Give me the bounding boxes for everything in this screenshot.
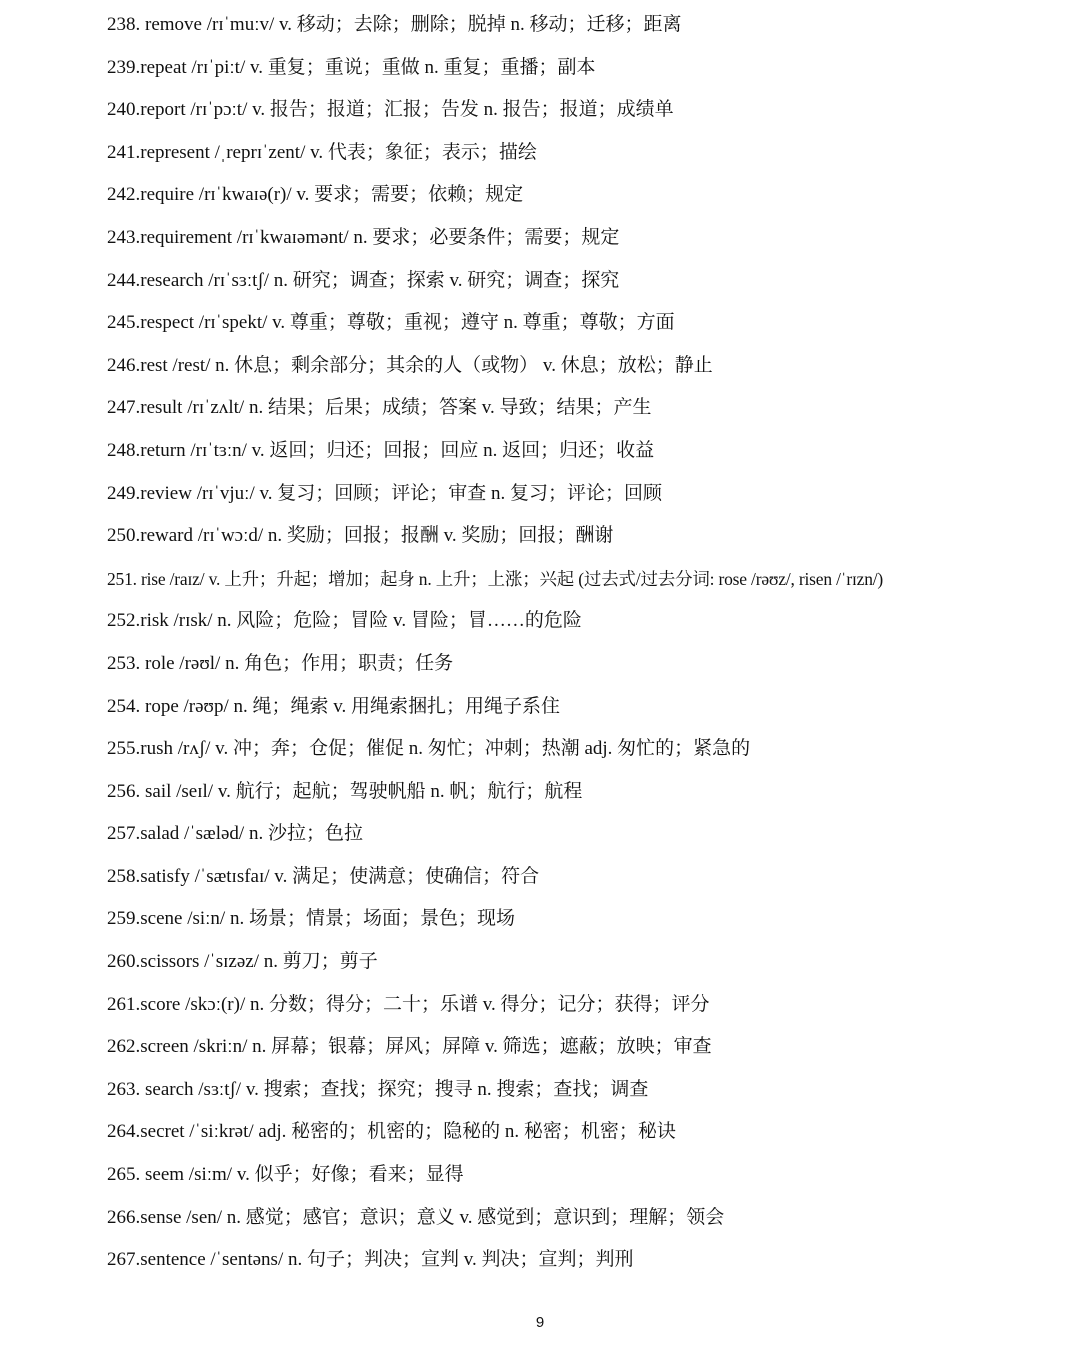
list-item: 238. remove /rɪˈmuːv/ v. 移动；去除；删除；脱掉 n. 移动；迁移；距离 — [107, 14, 682, 35]
list-item: 248.return /rɪˈtɜːn/ v. 返回；归还；回报；回应 n. 返回；归还；收益 — [107, 439, 655, 461]
list-item: 265. seem /siːm/ v. 似乎；好像；看来；显得 — [107, 1164, 464, 1186]
list-item: 250.reward /rɪˈwɔːd/ n. 奖励；回报；报酬 v. 奖励；回报；酬谢 — [107, 525, 614, 547]
list-item: 241.represent /ˌreprɪˈzent/ v. 代表；象征；表示；描绘 — [107, 141, 537, 163]
list-item: 251. rise /raɪz/ v. 上升；升起；增加；起身 n. 上升；上涨；兴起 (过去式/过去分词: rose /rəʊz/, risen /ˈrɪzn/) — [107, 568, 884, 589]
list-item: 256. sail /seɪl/ v. 航行；起航；驾驶帆船 n. 帆；航行；航程 — [107, 780, 583, 802]
list-item: 239.repeat /rɪˈpiːt/ v. 重复；重说；重做 n. 重复；重播；副本 — [107, 56, 596, 78]
vocabulary-list — [107, 6, 1067, 1284]
list-item: 264.secret /ˈsiːkrət/ adj. 秘密的；机密的；隐秘的 n. 秘密；机密；秘诀 — [107, 1121, 676, 1143]
list-item: 247.result /rɪˈzʌlt/ n. 结果；后果；成绩；答案 v. 导致；结果；产生 — [107, 397, 652, 419]
list-item: 255.rush /rʌʃ/ v. 冲；奔；仓促；催促 n. 匆忙；冲刺；热潮 adj. 匆忙的；紧急的 — [107, 738, 751, 760]
list-item: 254. rope /rəʊp/ n. 绳；绳索 v. 用绳索捆扎；用绳子系住 — [107, 695, 561, 717]
list-item: 260.scissors /ˈsɪzəz/ n. 剪刀；剪子 — [107, 951, 378, 973]
list-item: 257.salad /ˈsæləd/ n. 沙拉；色拉 — [107, 823, 363, 845]
list-item: 258.satisfy /ˈsætɪsfaɪ/ v. 满足；使满意；使确信；符合 — [107, 865, 540, 887]
list-item: 243.requirement /rɪˈkwaɪəmənt/ n. 要求；必要条件；需要；规定 — [107, 226, 620, 248]
list-item: 259.scene /siːn/ n. 场景；情景；场面；景色；现场 — [107, 908, 515, 930]
page-number: 9 — [535, 1314, 545, 1331]
list-item: 249.review /rɪˈvjuː/ v. 复习；回顾；评论；审查 n. 复习；评论；回顾 — [107, 482, 663, 504]
list-item: 261.score /skɔː(r)/ n. 分数；得分；二十；乐谱 v. 得分；记分；获得；评分 — [107, 993, 710, 1015]
list-item: 252.risk /rɪsk/ n. 风险；危险；冒险 v. 冒险；冒……的危险 — [107, 610, 582, 632]
list-item: 262.screen /skriːn/ n. 屏幕；银幕；屏风；屏障 v. 筛选；遮蔽；放映；审查 — [107, 1036, 712, 1058]
list-item: 266.sense /sen/ n. 感觉；感官；意识；意义 v. 感觉到；意识到；理解；领会 — [107, 1206, 725, 1228]
list-item: 245.respect /rɪˈspekt/ v. 尊重；尊敬；重视；遵守 n. 尊重；尊敬；方面 — [107, 312, 675, 334]
list-item: 244.research /rɪˈsɜːtʃ/ n. 研究；调查；探索 v. 研究；调查；探究 — [107, 269, 620, 291]
list-item: 240.report /rɪˈpɔːt/ v. 报告；报道；汇报；告发 n. 报告；报道；成绩单 — [107, 99, 674, 121]
list-item: 242.require /rɪˈkwaɪə(r)/ v. 要求；需要；依赖；规定 — [107, 184, 524, 206]
list-item: 246.rest /rest/ n. 休息；剩余部分；其余的人（或物） v. 休息；放松；静止 — [107, 354, 713, 376]
list-item: 263. search /sɜːtʃ/ v. 搜索；查找；探究；搜寻 n. 搜索；查找；调查 — [107, 1078, 649, 1100]
list-item: 267.sentence /ˈsentəns/ n. 句子；判决；宣判 v. 判决；宣判；判刑 — [107, 1249, 634, 1271]
list-item: 253. role /rəʊl/ n. 角色；作用；职责；任务 — [107, 652, 454, 674]
